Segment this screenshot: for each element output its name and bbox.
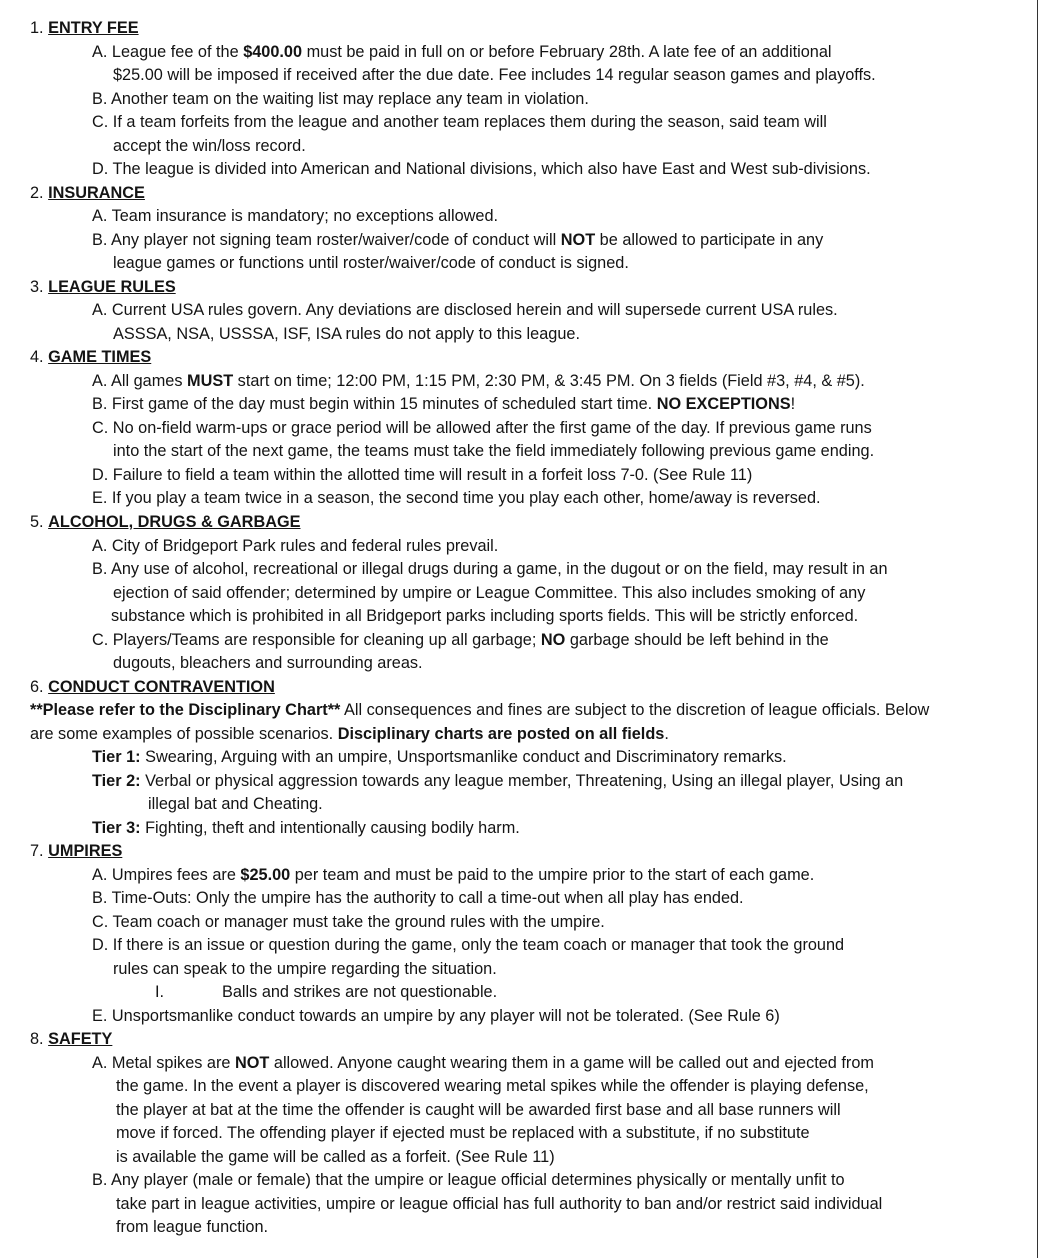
conduct-paragraph-2: are some examples of possible scenarios. Disciplinary charts are posted on all fields. [30,725,669,743]
rule-8a-cont4: is available the game will be called as a forfeit. (See Rule 11) [116,1148,555,1166]
rule-7d: D. If there is an issue or question during the game, only the team coach or manager that took the ground [92,936,845,954]
rule-3a-cont: ASSSA, NSA, USSSA, ISF, ISA rules do not apply to this league. [113,325,580,343]
rule-4e: E. If you play a team twice in a season, the second time you play each other, home/away is reversed. [92,489,821,507]
rule-5b-cont2: substance which is prohibited in all Bridgeport parks including sports fields. This will be strictly enforced. [111,607,859,625]
rule-8b: B. Any player (male or female) that the umpire or league official determines physically or mentally unfit to [92,1171,845,1189]
rule-1c: C. If a team forfeits from the league and another team replaces them during the season, said team will [92,113,827,131]
rule-8a: A. Metal spikes are NOT allowed. Anyone caught wearing them in a game will be called out and ejected from [92,1054,874,1072]
rule-1a: A. League fee of the $400.00 must be paid in full on or before February 28th. A late fee of an additional [92,43,832,61]
rule-8a-cont3: move if forced. The offending player if ejected must be replaced with a substitute, if no substitute [116,1124,810,1142]
rule-7e: E. Unsportsmanlike conduct towards an umpire by any player will not be tolerated. (See Rule 6) [92,1007,780,1025]
section-2-heading: 2. INSURANCE [30,184,145,202]
rule-5b-cont1: ejection of said offender; determined by umpire or League Committee. This also includes smoking of any [113,584,866,602]
rule-4c-cont: into the start of the next game, the teams must take the field immediately following previous game ending. [113,442,875,460]
rule-2b: B. Any player not signing team roster/waiver/code of conduct will NOT be allowed to participate in any [92,231,824,249]
tier-2: Tier 2: Verbal or physical aggression towards any league member, Threatening, Using an illegal player, Using an [92,772,904,790]
rule-1c-cont: accept the win/loss record. [113,137,306,155]
rule-7a: A. Umpires fees are $25.00 per team and must be paid to the umpire prior to the start of each game. [92,866,815,884]
rule-5c: C. Players/Teams are responsible for cleaning up all garbage; NO garbage should be left behind in the [92,631,829,649]
section-title: ENTRY FEE [48,19,139,37]
section-1-heading [30,17,139,40]
conduct-paragraph-1: **Please refer to the Disciplinary Chart** All consequences and fines are subject to the discretion of league officials. Below [30,701,930,719]
rule-7c: C. Team coach or manager must take the ground rules with the umpire. [92,913,605,931]
section-8-heading: 8. SAFETY [30,1030,113,1048]
rule-5b: B. Any use of alcohol, recreational or illegal drugs during a game, in the dugout or on the field, may result in an [92,560,888,578]
rule-7d-i-number: I. [155,983,165,1001]
rule-1d: D. The league is divided into American and National divisions, which also have East and West sub-divisions. [92,160,871,178]
rule-2b-cont: league games or functions until roster/waiver/code of conduct is signed. [113,254,629,272]
rule-8b-cont2: from league function. [116,1218,269,1236]
rule-5a: A. City of Bridgeport Park rules and federal rules prevail. [92,537,499,555]
rule-4c: C. No on-field warm-ups or grace period will be allowed after the first game of the day. If previous game runs [92,419,872,437]
tier-1: Tier 1: Swearing, Arguing with an umpire, Unsportsmanlike conduct and Discriminatory remarks. [92,748,787,766]
tier-3: Tier 3: Fighting, theft and intentionally causing bodily harm. [92,819,520,837]
rule-7d-i-text: Balls and strikes are not questionable. [222,983,498,1001]
section-7-heading: 7. UMPIRES [30,842,123,860]
rule-8a-cont1: the game. In the event a player is discovered wearing metal spikes while the offender is playing defense, [116,1077,869,1095]
rule-4b: B. First game of the day must begin within 15 minutes of scheduled start time. NO EXCEPTIONS! [92,395,796,413]
rule-2a: A. Team insurance is mandatory; no exceptions allowed. [92,207,499,225]
section-3-heading: 3. LEAGUE RULES [30,278,176,296]
rule-7b: B. Time-Outs: Only the umpire has the authority to call a time-out when all play has ended. [92,889,744,907]
rule-1a-cont: $25.00 will be imposed if received after the due date. Fee includes 14 regular season games and playoffs. [113,66,876,84]
rule-7d-cont: rules can speak to the umpire regarding the situation. [113,960,497,978]
rule-8a-cont2: the player at bat at the time the offender is caught will be awarded first base and all base runners will [116,1101,841,1119]
section-6-heading: 6. CONDUCT CONTRAVENTION [30,678,275,696]
section-number: 1. [30,19,44,37]
rule-4d: D. Failure to field a team within the allotted time will result in a forfeit loss 7-0. (See Rule 11) [92,466,753,484]
tier-2-cont: illegal bat and Cheating. [148,795,323,813]
rule-3a: A. Current USA rules govern. Any deviations are disclosed herein and will supersede current USA rules. [92,301,838,319]
rule-1b: B. Another team on the waiting list may replace any team in violation. [92,90,589,108]
fee-amount: $400.00 [243,43,303,61]
rule-8b-cont1: take part in league activities, umpire or league official has full authority to ban and/or restrict said individual [116,1195,883,1213]
page-edge-divider [1037,0,1038,1258]
section-4-heading: 4. GAME TIMES [30,348,152,366]
section-5-heading: 5. ALCOHOL, DRUGS & GARBAGE [30,513,301,531]
rule-5c-cont: dugouts, bleachers and surrounding areas. [113,654,423,672]
rule-4a: A. All games MUST start on time; 12:00 PM, 1:15 PM, 2:30 PM, & 3:45 PM. On 3 fields (Field #3, #4, & #5). [92,372,865,390]
